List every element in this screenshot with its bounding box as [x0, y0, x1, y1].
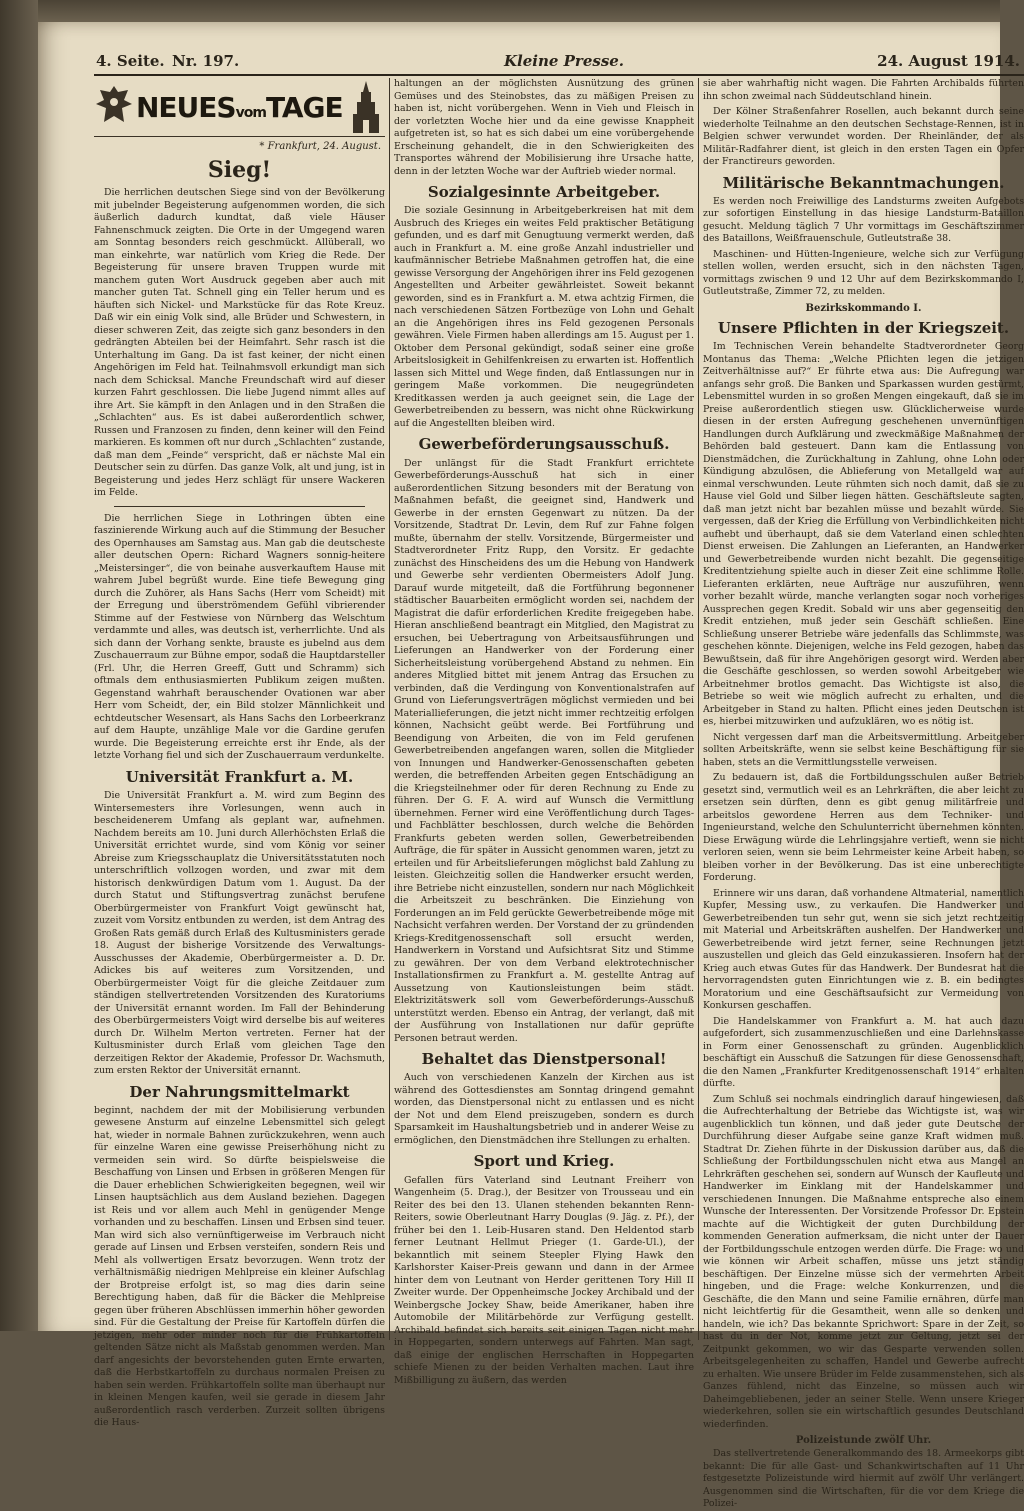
- headline-dienstpersonal: Behaltet das Dienstpersonal!: [421, 1050, 667, 1068]
- column-rule: [698, 78, 699, 1340]
- column-1: [94, 78, 385, 1429]
- article-paragraph: haltungen an der möglichsten Ausnützung des grünen Gemüses und des Steinobstes, das zu mäßigen Preisen zu haben ist, nicht vorübergehen. Wenn in Vieh und Fleisch in der vorletzten Woche hier und da eine gewisse Knappheit aufgetreten ist, so hat es sich dabei um eine vorübergehende Erscheinung gehandelt, die in den Schwierigkeiten des Transportes während der Mobilisierung ihre Ursache hatte, denn in der letzten Woche war der Auftrieb wieder normal.: [394, 78, 694, 177]
- page-top-edge: [0, 0, 1000, 22]
- article-paragraph: Nicht vergessen darf man die Arbeitsvermittlung. Arbeitgeber sollten Arbeitskräfte, wenn sie selbst keine Beschäftigung für sie haben, stets an die Vermittlungsstelle verweisen.: [703, 731, 1024, 768]
- issue-date: 24. August 1914.: [877, 52, 1020, 70]
- column-3: [703, 78, 1024, 1509]
- headline-militaerische-bekanntmachungen: Militärische Bekanntmachungen.: [722, 173, 1005, 192]
- newspaper-page: [94, 46, 1024, 1509]
- column-2: [394, 78, 694, 1386]
- binding-edge: [0, 0, 38, 1331]
- divider: [114, 506, 365, 507]
- headline-nahrungsmittelmarkt: Der Nahrungsmittelmarkt: [129, 1082, 350, 1101]
- article-paragraph: Zum Schluß sei nochmals eindringlich darauf hingewiesen, daß die Aufrechterhaltung der Betriebe das Wichtigste ist, was wir augenblicklich tun können, und daß jeder gute Deutsche der Durchführung dieser Aufgabe seine ganze Kraft widmen muß. Stadtrat Dr. Ziehen führte in der Diskussion darüber aus, daß die Schließung der Fortbildungsschulen nicht etwa aus Mangel an Lehrkräften geschehen sei, sondern auf Wunsch der Kaufleute und Handwerker im Einklang mit der Handelskammer und verschiedenen Innungen. Die Maßnahme entspreche also einem Wunsche der Interessenten. Der Vorsitzende Professor Dr. Epstein machte auf die Wichtigkeit der guten Durchbildung der kommenden Generation aufmerksam, die nicht unter der Dauer der Fortbildungsschule entzogen werden dürfe. Die Frage: wo und wie können wir Arbeit schaffen, müsse uns jetzt ständig beschäftigen. Der Einzelne müsse sich der vermehrten Arbeit hingeben, und die Frage: welche Konkurrenzen, und die Geschäfte, die den Mann und seine Familie ernähren, dürfe man nicht leichtfertig für die Gesamtheit, wenn alle so denken und handeln, wie ich? Das bekannte Sprichwort: Spare in der Zeit, so hast du in der Not, komme jetzt zur Geltung, jetzt sei der Zeitpunkt gekommen, wo wir das Gesparte verwenden sollen. Arbeitsgelegenheiten zu schaffen, Handel und Gewerbe aufrecht zu erhalten. Wie unsere Brüder im Felde zusammenstehen, sich als Ganzes fühlend, nicht das Einzelne, so müssen auch wir Daheimgebliebenen, jeder an seiner Stelle. Wenn unsere Krieger wiederkehren, sollen sie ein wirtschaftlich gesundes Deutschland wiederfinden.: [703, 1093, 1024, 1430]
- newspaper-sheet: [38, 22, 1024, 1509]
- headline-universitaet: Universität Frankfurt a. M.: [125, 767, 354, 786]
- article-paragraph: Die Handelskammer von Frankfurt a. M. hat auch dazu aufgefordert, sich zusammenzuschließen und eine Darlehnskasse in Form einer Genossenschaft zu gründen. Augenblicklich beschäftigt ein Ausschuß die Satzungen für diese Genossenschaft, die den Namen „Frankfurter Kreditgenossenschaft 1914“ erhalten dürfte.: [703, 1015, 1024, 1089]
- section-logo: [94, 78, 385, 137]
- logo-text: NEUESvomTAGE: [136, 90, 343, 124]
- article-paragraph: Die soziale Gesinnung in Arbeitgeberkreisen hat mit dem Ausbruch des Krieges ein weites Feld praktischer Betätigung gefunden, und es darf mit Genugtuung vermerkt werden, daß auch in Frankfurt a. M. eine große Anzahl industrieller und kaufmännischer Betriebe Maßnahmen getroffen hat, die eine gewisse Versorgung der Angehörigen ihrer ins Feld gezogenen Angestellten und Arbeiter gewährleistet. Soweit bekannt geworden, sind es in Frankfurt a. M. etwa achtzig Firmen, die nach verschiedenen Sätzen Fortbezüge von Lohn und Gehalt an die Angehörigen ihres ins Feld gezogenen Personals gewähren. Viele Firmen haben allerdings am 15. August per 1. Oktober dem Personal gekündigt, sodaß seiner eine große Arbeitslosigkeit in Gehilfenkreisen zu erwarten ist. Hoffentlich lassen sich Mittel und Wege finden, daß Entlassungen nur in geringem Maße vorkommen. Die neugegründeten Kreditkassen werden ja auch geeignet sein, die Lage der Gewerbetreibenden zu bessern, was nicht ohne Rückwirkung auf die Angestellten bleiben wird.: [394, 205, 694, 429]
- headline-polizeistunde: Polizeistunde zwölf Uhr.: [795, 1435, 932, 1446]
- article-paragraph: Das stellvertretende Generalkommando des 18. Armeekorps gibt bekannt: Die für alle Gast- und Schankwirtschaften auf 11 Uhr festgesetzte Polizeistunde wird hiermit auf zwölf Uhr verlängert. Ausgenommen sind die Wirtschaften, für die vor dem Kriege die Polizei-: [703, 1448, 1024, 1509]
- masthead: [94, 46, 1024, 76]
- column-rule: [389, 78, 390, 1340]
- article-paragraph: Im Technischen Verein behandelte Stadtverordneter Georg Montanus das Thema: „Welche Pflichten legen die jetzigen Zeitverhältnisse auf?“ Er führte etwa aus: Die Aufregung war anfangs sehr groß. Die Banken und Sparkassen wurden gestürmt, Lebensmittel wurden in so großen Mengen eingekauft, daß sie im Preise außerordentlich stiegen usw. Glücklicherweise wurde diesen in der ersten Aufregung geschehenen unvernünftigen Handlungen durch Aufklärung und zweckmäßige Maßnahmen der Behörden bald gesteuert. Dann kam die Entlassung von Dienstmädchen, die Zurückhaltung in Zahlung, ohne Lohn oder Kündigung abzulösen, die Ablieferung von Metallgeld war auf einmal verschwunden. Leute rühmten sich noch damit, daß sie zu Hause viel Gold und Silber liegen hätten. Geschäftsleute sagten, daß man jetzt nicht bar bezahlen müsse und bezahlt würde. Sie vergessen, daß der Krieg die Erfüllung von Verbindlichkeiten nicht aufhebt und überhaupt, daß sie dem Vaterland einen schlechten Dienst erweisen. Die Zahlungen an Lieferanten, an Handwerker und Gewerbetreibende wurden nicht bezahlt. Die gegenseitige Kreditentziehung spielte auch in dieser Zeit eine schlimme Rolle. Lieferanten erklärten, neue Aufträge nur auszuführen, wenn vorher bezahlt würde, manche verlangten sogar noch vorheriges Aussprechen gegen Kredit. Sobald wir uns aber gegenseitig den Kredit entziehen, muß jeder sein Geschäft schließen. Eine Schließung unserer Betriebe wäre jedenfalls das Schlimmste, was geschehen könnte. Diejenigen, welche ins Feld gezogen, haben das Bewußtsein, daß für ihre Angehörigen gesorgt wird. Werden aber die Geschäfte geschlossen, so werden sowohl Arbeitgeber wie Arbeitnehmer brotlos gemacht. Das Wichtigste ist also, die Betriebe so weit wie möglich aufrecht zu erhalten, und die Arbeitgeber in Stand zu halten. Pflicht eines jeden Deutschen ist es, hierbei mitzuwirken und aufzuklären, wo es nötig ist.: [703, 341, 1024, 727]
- article-paragraph: Auch von verschiedenen Kanzeln der Kirchen aus ist während des Gottesdienstes am Sonntag dringend gemahnt worden, das Dienstpersonal nicht zu entlassen und es nicht der Not und dem Elend preiszugeben, sondern es durch Sparsamkeit im Haushaltungsbetrieb und in anderer Weise zu ermöglichen, den Dienstmädchen ihre Stellungen zu erhalten.: [394, 1072, 694, 1146]
- article-paragraph: Die herrlichen Siege in Lothringen übten eine faszinierende Wirkung auch auf die Stimmung der Besucher des Opernhauses am Samstag aus. Man gab die deutscheste aller deutschen Opern: Richard Wagners sonnig-heitere „Meistersinger“, die von beinahe ausverkauftem Hause mit wahrem Jubel begrüßt wurde. Eine tiefe Bewegung ging durch die Zuhörer, als Hans Sachs (Herr vom Scheidt) mit der Erregung und überströmendem Gefühl vibrierender Stimme auf der Festwiese von Nürnberg das Welschtum verdammte und alles, was deutsch ist, verherrlichte. Und als sich dann der Vorhang senkte, brauste es jubelnd aus dem Zuschauerraum zur Bühne empor, sodaß die Hauptdarsteller (Frl. Uhr, die Herren Greeff, Gutt und Schramm) sich oftmals dem enthusiasmierten Publikum zeigen mußten. Gegenstand wahrhaft berauschender Ovationen war aber Herr vom Scheidt, der, ein Bild stolzer Männlichkeit und echtdeutscher Wesensart, als Hans Sachs den Lorbeerkranz auf dem Haupte, unzählige Male vor die Gardine gerufen wurde. Die Begeisterung erreichte erst ihr Ende, als der letzte Vorhang fiel und sich der Zuschauerraum verdunkelte.: [94, 512, 385, 762]
- article-paragraph: Erinnere wir uns daran, daß vorhandene Altmaterial, namentlich Kupfer, Messing usw., zu verkaufen. Die Handwerker und Gewerbetreibenden tun sehr gut, wenn sie sich jetzt rechtzeitig mit Material und Arbeitskräften aushelfen. Der Handwerker und Gewerbetreibende wird jetzt ferner, seine Rechnungen jetzt auszustellen und gleich das Geld einzukassieren. Insofern hat der Krieg auch etwas Gutes für das Handwerk. Der Bundesrat hat die hervorragendsten guten Einrichtungen wie z. B. ein bedingtes Moratorium und eine Geschäftsaufsicht zur Vermeidung von Konkursen geschaffen.: [703, 887, 1024, 1011]
- article-paragraph: Der Kölner Straßenfahrer Rosellen, auch bekannt durch seine wiederholte Teilnahme an den deutschen Sechstage-Rennen, ist in Belgien schwer verwundet worden. Der Rheinländer, der als Militär-Radfahrer dient, ist gleich in den ersten Tagen ein Opfer der Franctireurs geworden.: [703, 106, 1024, 167]
- article-paragraph: beginnt, nachdem der mit der Mobilisierung verbunden gewesene Ansturm auf einzelne Lebensmittel sich gelegt hat, wieder in normale Bahnen zurückzukehren, wenn auch für einzelne Waren eine gewisse Preiserhöhung nicht zu vermeiden sein wird. So dürfte beispielsweise die Beschaffung von Linsen und Erbsen in größeren Mengen für die Dauer erheblichen Schwierigkeiten begegnen, weil wir Linsen hauptsächlich aus dem Ausland beziehen. Dagegen ist Reis und vor allem auch Mehl in genügender Menge vorhanden und zu beschaffen. Linsen und Erbsen sind teuer. Man wird sich also vernünftigerweise im Verbrauch nicht gerade auf Linsen und Erbsen versteifen, sondern Reis und Mehl als vollwertigen Ersatz bevorzugen. Wenn trotz der verhältnismäßig niedrigen Mehlpreise ein kleiner Aufschlag der Brotpreise erfolgt ist, so mag dies darin seine Berechtigung haben, daß für die Bäcker die Mehlpreise gegen über früheren Abschlüssen immerhin höher geworden sind. Für die Gestaltung der Preise für Kartoffeln dürfen die jetzigen, mehr oder minder noch für die Frühkartoffeln geltenden Sätze nicht als Maßstab genommen werden. Man darf angesichts der bevorstehenden guten Ernte erwarten, daß die Herbstkartoffeln zu durchaus normalen Preisen zu haben sein werden. Frühkartoffeln sollte man überhaupt nur in kleinen Mengen kaufen, weil sie gerade in diesem Jahr außerordentlich rasch verderben. Zurzeit sollten übrigens die Haus-: [94, 1104, 385, 1429]
- issue-number: Nr. 197.: [172, 52, 240, 70]
- dateline: * Frankfurt, 24. August.: [259, 141, 381, 152]
- signature-bezirkskommando: Bezirkskommando I.: [805, 302, 922, 314]
- headline-pflichten-kriegszeit: Unsere Pflichten in der Kriegszeit.: [717, 318, 1010, 337]
- article-paragraph: Der unlängst für die Stadt Frankfurt errichtete Gewerbeförderungs-Ausschuß hat sich in einer außerordentlichen Sitzung besonders mit der Beratung von Maßnahmen befaßt, die geeignet sind, Handwerk und Gewerbe in der ernsten Gegenwart zu nützen. Da der Vorsitzende, Stadtrat Dr. Levin, dem Ruf zur Fahne folgen mußte, übernahm der stellv. Vorsitzende, Bürgermeister und Stadtverordneter Fritz Rupp, den Vorsitz. Er gedachte zunächst des Hinscheidens des um die Hebung von Handwerk und Gewerbe sehr verdienten Obermeisters Adolf Jung. Darauf wurde mitgeteilt, daß die Fortführung begonnener städtischer Bauarbeiten ermöglicht worden sei, nachdem der Magistrat die dafür erforderlichen Kredite freigegeben habe. Hieran anschließend beantragt ein Mitglied, den Magistrat zu ersuchen, bei Uebertragung von Arbeitsausführungen und Lieferungen an Handwerker von der Forderung einer Sicherheitsleistung vorübergehend Abstand zu nehmen. Ein anderes Mitglied bittet mit jenem Antrag das Ersuchen zu verbinden, daß die Verdingung von Konventionalstrafen auf Grund von Lieferungsverträgen möglichst vermieden und bei Materiallieferungen, die jetzt nicht immer rechtzeitig erfolgen können, Nachsicht geübt werde. Bei Fortführung und Beendigung von Arbeiten, die von im Feld gerufenen Gewerbetreibenden angefangen waren, sollen die Mitglieder von Innungen und Handwerker-Genossenschaften gebeten werden, die betreffenden Arbeiten gegen Entschädigung an die Kriegsteilnehmer oder für deren Rechnung zu Ende zu führen. Der G. F. A. wird auf Wunsch die Vermittlung übernehmen. Ferner wird eine Veröffentlichung durch Tages- und Fachblätter beschlossen, durch welche die Behörden Frankfurts gebeten werden sollen, Gewerbetreibenden Aufträge, die für später in Aussicht genommen waren, jetzt zu erteilen und für Arbeitslieferungen möglichst bald Zahlung zu leisten. Gleichzeitig sollen die Handwerker ersucht werden, ihre Betriebe nicht einzustellen, sondern nur nach Möglichkeit die Arbeitszeit zu beschränken. Die Einziehung von Forderungen an im Feld gerückte Gewerbetreibende möge mit Nachsicht verfahren werden. Der Vorstand der zu gründenden Kriegs-Kreditgenossenschaft soll ersucht werden, Handwerkern in Vorstand und Aufsichtsrat Sitz und Stimme zu gewähren. Der von dem Verband elektrotechnischer Installationsfirmen zu Frankfurt a. M. gestellte Antrag auf Aussetzung von Kautionsleistungen beim städt. Elektrizitätswerk soll vom Gewerbeförderungs-Ausschuß unterstützt werden. Ebenso ein Antrag, der verlangt, daß mit der Ausführung von Installationen nur dafür geprüfte Personen betraut werden.: [394, 457, 694, 1044]
- headline-sieg: Sieg!: [207, 157, 272, 183]
- headline-sozialgesinnte-arbeitgeber: Sozialgesinnte Arbeitgeber.: [427, 183, 661, 201]
- article-paragraph: sie aber wahrhaftig nicht wagen. Die Fahrten Archibalds führten ihn schon zweimal nach Süddeutschland hinein.: [703, 78, 1024, 102]
- article-paragraph: Gefallen fürs Vaterland sind Leutnant Freiherr von Wangenheim (5. Drag.), der Besitzer von Trousseau und ein Reiter des bei den 13. Ulanen stehenden bekannten Renn-Reiters, sowie Oberleutnant Harry Douglas (9. Jäg. z. Pf.), der früher bei den 1. Leib-Husaren stand. Den Heldentod starb ferner Leutnant Hellmut Prieger (1. Garde-Ul.), der bekanntlich mit seinem Steepler Flying Hawk den Karlshorster Kaiser-Preis gewann und dann in der Armee hinter dem von Leutnant von Herder gerittenen Tory Hill II Zweiter wurde. Der Oppenheimsche Jockey Archibald und der Weinbergsche Jockey Shaw, beide Amerikaner, haben ihre Automobile der Militärbehörde zur Verfügung gestellt. Archibald befindet sich bereits seit einigen Tagen nicht mehr in Hoppegarten, sondern unterwegs auf Fahrten. Man sagt, daß einige der englischen Herrschaften in Hoppegarten schiefe Mienen zu der beiden Verhalten machen. Laut ihre Mißbilligung zu äußern, das werden: [394, 1174, 694, 1386]
- article-paragraph: Die herrlichen deutschen Siege sind von der Bevölkerung mit jubelnder Begeisterung aufgenommen worden, die sich äußerlich dadurch kundtat, daß viele Häuser Fahnenschmuck zeigten. Die Orte in der Umgegend waren am Sonntag besonders reich geschmückt. Allüberall, wo man einkehrte, war natürlich vom Krieg die Rede. Der Begeisterung für unsere braven Truppen wurde mit manchem guten Wort Ausdruck gegeben aber auch mit mancher guten Tat. Schnell ging ein Teller herum und es häuften sich Nickel- und Markstücke für das Rote Kreuz. Daß wir ein einig Volk sind, alle Brüder und Schwestern, in dieser schweren Zeit, das zeigte sich ganz besonders in den gedrängten Abteilen bei der Heimfahrt. Sehr rasch ist die Unterhaltung im Gang. Da ist fast keiner, der nicht einen Angehörigen im Feld hat. Teilnahmsvoll erkundigt man sich nach dem Schicksal. Manche Freundschaft wird auf dieser kurzen Fahrt geschlossen. Die liebe Jugend nimmt alles auf ihre Art. Sie kämpft in den Anlagen und in den Straßen die „Schlachten“ aus. Es ist dabei außerordentlich schwer, Russen und Franzosen zu finden, denn keiner will den Feind markieren. Es kommen oft nur durch „Schlachten“ zustande, daß man dem „Feinde“ verspricht, daß er nächste Mal ein Deutscher sein zu dürfen. Das ganze Volk, alt und jung, ist in Begeisterung und jedes Herz schlägt für unsere Wackeren im Felde.: [94, 187, 385, 499]
- article-paragraph: Die Universität Frankfurt a. M. wird zum Beginn des Wintersemesters ihre Vorlesungen, wenn auch in bescheidenerem Umfang als geplant war, aufnehmen. Nachdem bereits am 10. Juni durch Allerhöchsten Erlaß die Universität errichtet wurde, sind vom König vor seiner Abreise zum Kriegsschauplatz die Universitätsstatuten noch unterschriftlich vollzogen worden, und zwar mit dem historisch denkwürdigen Datum vom 1. August. Da der durch Statut und Stiftungsvertrag zunächst berufene Oberbürgermeister von Frankfurt Voigt gewünscht hat, zuzeit vom Vorsitz entbunden zu werden, ist dem Antrag des Großen Rats gemäß durch Erlaß des Kultusministers gerade 18. August der bisherige Vorsitzende des Verwaltungs-Ausschusses der Akademie, Oberbürgermeister a. D. Dr. Adickes bis auf weiteres zum Vorsitzenden, und Oberbürgermeister Voigt für die gleiche Zeitdauer zum ständigen stellvertretenden Vorsitzenden des Kuratoriums der Universität ernannt worden. Im Fall der Behinderung des Oberbürgermeisters Voigt wird derselbe bis auf weiteres durch Dr. Wilhelm Merton vertreten. Ferner hat der Kultusminister durch Erlaß vom gleichen Tage den derzeitigen Rektor der Akademie, Professor Dr. Wachsmuth, zum ersten Rektor der Universität ernannt.: [94, 790, 385, 1077]
- cathedral-tower-icon: [349, 80, 383, 134]
- page-number: 4. Seite.: [96, 52, 165, 70]
- article-paragraph: Zu bedauern ist, daß die Fortbildungsschulen außer Betrieb gesetzt sind, vermutlich weil es an Lehrkräften, die aber leicht zu ersetzen sein dürften, denn es gibt genug militärfreie und arbeitslos gewordene Herren aus dem Techniker- und Ingenieurstand, welche den Schulunterricht übernehmen könnten. Diese Erwägung würde die Lehrlingsjahre vertieft, wenn sie nicht verloren seien, wenn sie beim Lehrmeister keine Arbeit haben, so bleiben vorher in der Bevölkerung. Das ist eine unberechtigte Forderung.: [703, 772, 1024, 883]
- article-paragraph: Maschinen- und Hütten-Ingenieure, welche sich zur Verfügung stellen wollen, werden ersucht, sich in den nächsten Tagen, vormittags zwischen 9 und 12 Uhr auf dem Bezirkskommando I, Gutleutstraße, Zimmer 72, zu melden.: [703, 248, 1024, 298]
- article-paragraph: Es werden noch Freiwillige des Landsturms zweiten Aufgebots zur sofortigen Einstellung in das hiesige Landsturm-Bataillon gesucht. Meldung täglich 7 Uhr vormittags im Geschäftszimmer des Bataillons, Weißfrauenschule, Gutleutstraße 38.: [703, 195, 1024, 245]
- eagle-crest-icon: [94, 82, 134, 130]
- headline-gewerbefoerderung: Gewerbeförderungsausschuß.: [418, 435, 670, 454]
- headline-sport-und-krieg: Sport und Krieg.: [473, 1152, 615, 1171]
- paper-name: Kleine Presse.: [504, 52, 625, 70]
